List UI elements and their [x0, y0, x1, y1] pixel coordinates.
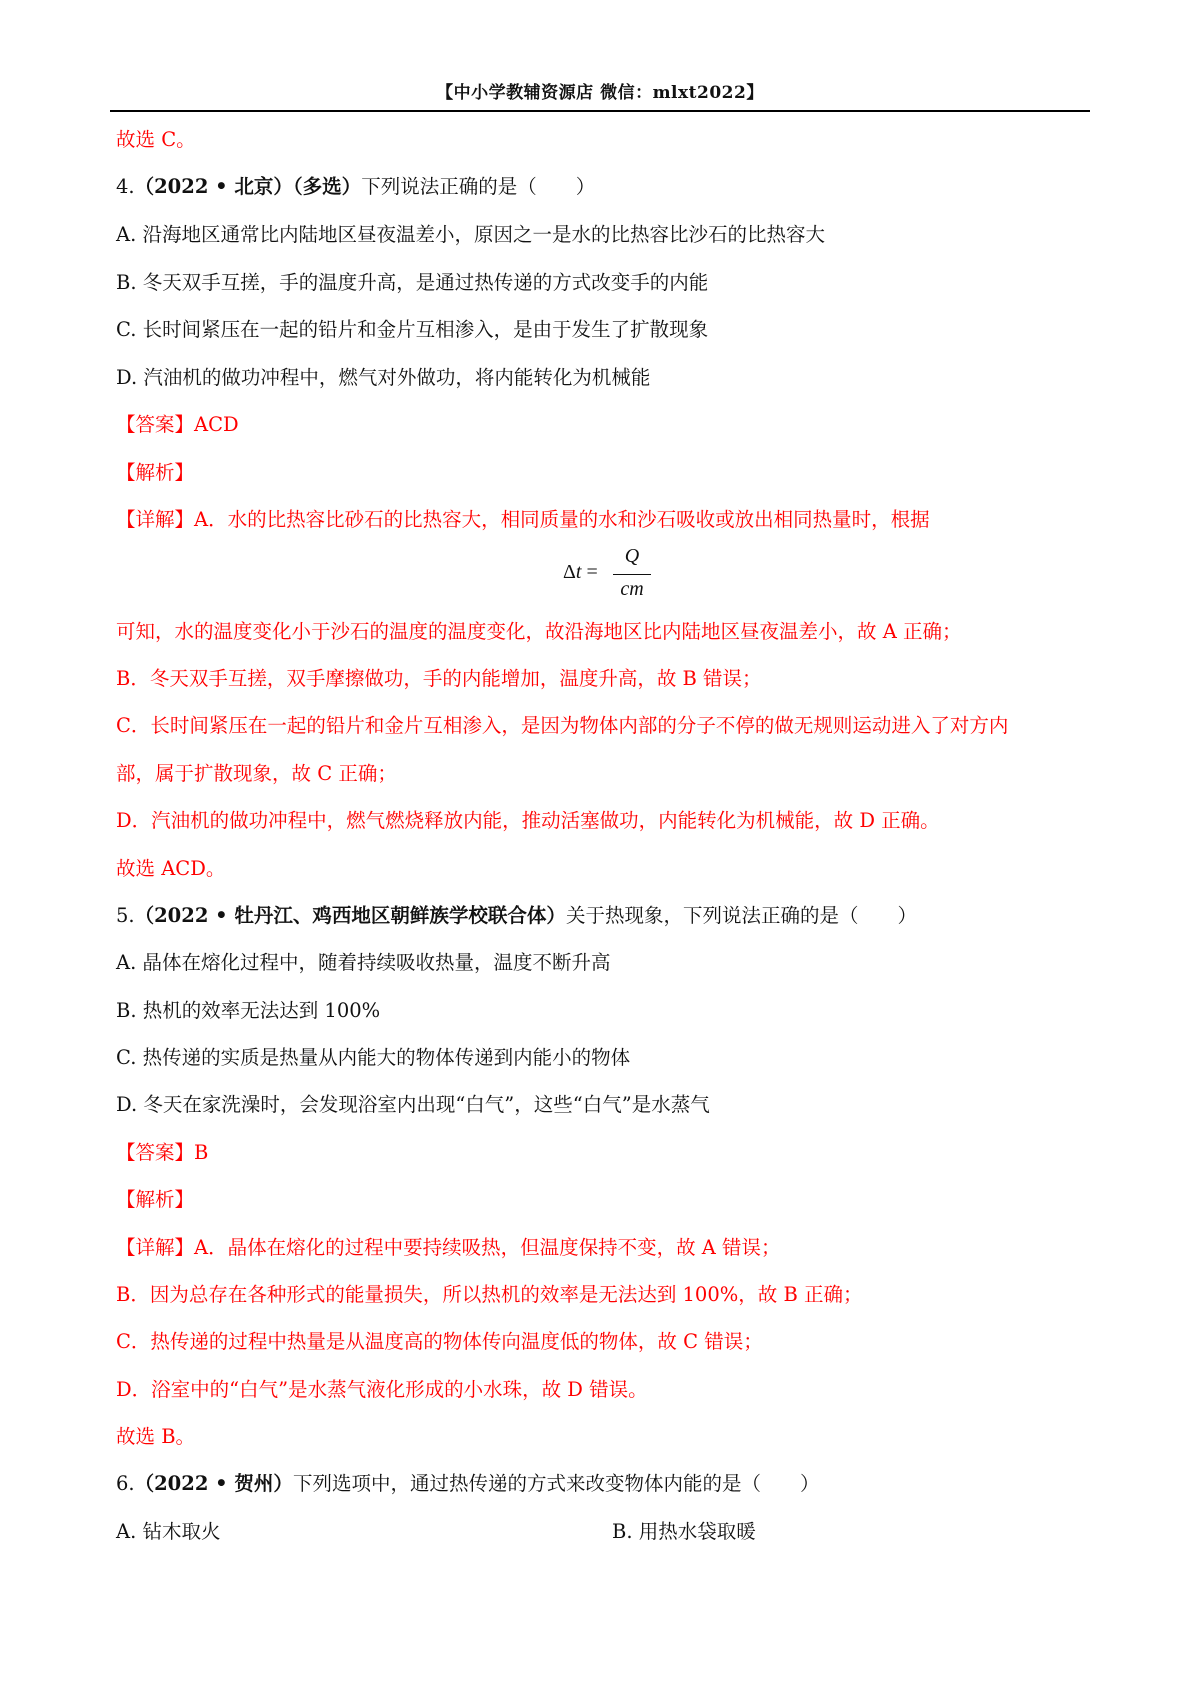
q3-conclusion: 故选 C。	[116, 128, 196, 151]
q5-source: （2022 • 牡丹江、鸡西地区朝鲜族学校联合体）	[134, 904, 566, 927]
page-header: 【中小学教辅资源店 微信：mlxt2022】	[110, 78, 1090, 112]
formula-lhs	[563, 561, 598, 584]
q4-option-c: C. 长时间紧压在一起的铅片和金片互相渗入，是由于发生了扩散现象	[116, 318, 709, 341]
q5-detail-1: 【详解】A．晶体在熔化的过程中要持续吸热，但温度保持不变，故 A 错误；	[116, 1236, 781, 1259]
q4-title	[116, 175, 595, 199]
q5-detail-3: C．热传递的过程中热量是从温度高的物体传向温度低的物体，故 C 错误；	[116, 1330, 763, 1353]
q4-number: 4.	[116, 175, 135, 198]
formula-delta: Δ	[563, 561, 576, 583]
q5-number: 5.	[116, 904, 135, 927]
q4-detail-3: B．冬天双手互搓，双手摩擦做功，手的内能增加，温度升高，故 B 错误；	[116, 667, 762, 690]
q4-option-b: B. 冬天双手互搓，手的温度升高，是通过热传递的方式改变手的内能	[116, 271, 709, 294]
q6-title	[116, 1472, 819, 1496]
q5-option-d: D. 冬天在家洗澡时，会发现浴室内出现“白气”，这些“白气”是水蒸气	[116, 1093, 710, 1116]
q5-stem: 关于热现象，下列说法正确的是（ ）	[565, 904, 917, 927]
q4-detail-4: C．长时间紧压在一起的铅片和金片互相渗入，是因为物体内部的分子不停的做无规则运动进入了对方内	[116, 714, 1009, 737]
q4-detail-1: 【详解】A．水的比热容比砂石的比热容大，相同质量的水和沙石吸收或放出相同热量时，根据	[116, 508, 930, 531]
q4-conclusion: 故选 ACD。	[116, 857, 226, 880]
q5-detail-4: D．浴室中的“白气”是水蒸气液化形成的小水珠，故 D 错误。	[116, 1378, 648, 1401]
q4-option-d: D. 汽油机的做功冲程中，燃气对外做功，将内能转化为机械能	[116, 366, 651, 389]
formula-equals: =	[581, 561, 598, 583]
q4-stem: 下列说法正确的是（ ）	[361, 175, 596, 198]
q5-option-c: C. 热传递的实质是热量从内能大的物体传递到内能小的物体	[116, 1046, 631, 1069]
q6-number: 6.	[116, 1472, 135, 1495]
q4-source: （2022 • 北京）（多选）	[134, 175, 362, 198]
q5-answer: 【答案】B	[116, 1141, 209, 1164]
q5-analysis-label: 【解析】	[116, 1188, 195, 1211]
formula-denominator: cm	[620, 578, 644, 600]
formula-numerator: Q	[624, 545, 640, 567]
q5-title	[116, 904, 917, 928]
q4-detail-2: 可知，水的温度变化小于沙石的温度的温度变化，故沿海地区比内陆地区昼夜温差小，故 A 正确；	[116, 620, 962, 643]
q6-option-b: B. 用热水袋取暖	[612, 1520, 756, 1543]
q6-option-a: A. 钻木取火	[116, 1520, 221, 1543]
q4-answer: 【答案】ACD	[116, 413, 239, 436]
q4-formula	[563, 545, 673, 603]
q5-conclusion: 故选 B。	[116, 1425, 196, 1448]
q6-source: （2022 • 贺州）	[134, 1472, 293, 1495]
q4-analysis-label: 【解析】	[116, 461, 195, 484]
formula-fraction-bar	[613, 574, 651, 575]
q4-detail-6: D．汽油机的做功冲程中，燃气燃烧释放内能，推动活塞做功，内能转化为机械能，故 D 正确。	[116, 809, 940, 832]
formula-t: t	[575, 561, 582, 583]
q5-detail-2: B．因为总存在各种形式的能量损失，所以热机的效率是无法达到 100%，故 B 正确；	[116, 1283, 863, 1306]
q5-option-a: A. 晶体在熔化过程中，随着持续吸收热量，温度不断升高	[116, 951, 611, 974]
q6-stem: 下列选项中，通过热传递的方式来改变物体内能的是（ ）	[292, 1472, 820, 1495]
q4-detail-5: 部，属于扩散现象，故 C 正确；	[116, 762, 397, 785]
q4-option-a: A. 沿海地区通常比内陆地区昼夜温差小，原因之一是水的比热容比沙石的比热容大	[116, 223, 825, 246]
q5-option-b: B. 热机的效率无法达到 100%	[116, 999, 381, 1022]
